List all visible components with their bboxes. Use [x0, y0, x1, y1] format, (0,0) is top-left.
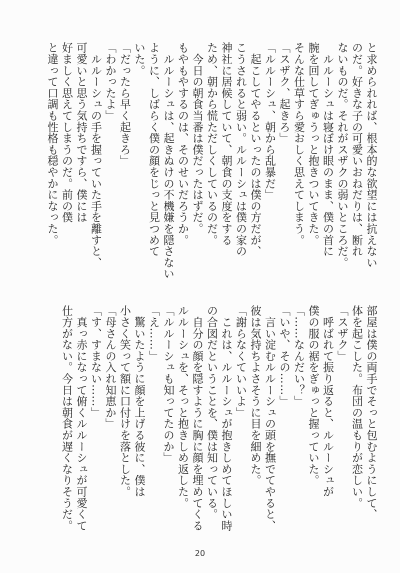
- lower-text-column: ルルーシュを、そっと抱きしめ返した。: [176, 305, 190, 509]
- lower-text-block: [40, 305, 378, 545]
- upper-text-column: と違って口調も性格も穏やかになった。: [46, 42, 59, 246]
- lower-text-column: 「いや、その……」: [278, 305, 291, 407]
- upper-text-column: ないものだ。それがスザクの弱いところだ。: [336, 42, 349, 268]
- lower-text-column: 「え……」: [147, 305, 161, 362]
- lower-text-column: 「……なんだい？」: [292, 305, 306, 407]
- upper-text-column: ように、しばらく僕の顔をじっと見つめて: [147, 42, 161, 257]
- upper-text-column: 神社に居候していて、朝食の支度をする: [220, 42, 233, 246]
- lower-text-column: 言い淀むルルーシュの頭を撫でてやると、: [263, 305, 277, 531]
- lower-text-column: 小さく笑って額に口付けを落とした。: [118, 305, 132, 498]
- lower-text-column: 自分の顔を隠すように胸に顔を埋めてくる: [191, 305, 204, 531]
- lower-text-column: 「ルルーシュも知ってたのか」: [162, 305, 175, 464]
- lower-text-column: 彼は気持ちよさそうに目を細めた。: [249, 305, 262, 486]
- lower-text-column: 呼ばれて振り返ると、ルルーシュが: [321, 305, 335, 498]
- lower-text-column: 「す、すまない……」: [89, 305, 103, 418]
- upper-text-column: 「スザク、起きろ」: [278, 42, 291, 144]
- upper-text-column: 可愛いと思う気持ちですら、僕には: [75, 42, 88, 223]
- page-number: 20: [194, 549, 206, 558]
- upper-text-column: ルルーシュは寝ぼけ眼のまま、僕の首に: [321, 42, 335, 257]
- upper-text-column: こうされると弱い。ルルーシュは僕の家の: [234, 42, 248, 257]
- upper-text-column: 「わかったよ」: [104, 42, 117, 122]
- upper-text-column: 起こしてやるといったのは僕の方だが、: [249, 42, 262, 257]
- lower-text-column: 僕の服の裾をぎゅっと握っていた。: [307, 305, 320, 486]
- upper-text-column: そんな仕草すら愛おしく思えてしまう。: [292, 42, 306, 246]
- lower-text-column: 「スザク」: [336, 305, 349, 362]
- lower-text-column: 真っ赤になって俯くルルーシュが可愛くて: [75, 305, 88, 531]
- upper-text-column: と求められれば、根本的な欲望には抗えない: [365, 42, 378, 268]
- lower-text-column: 体を起こした。布団の温もりが恋しい。: [350, 305, 364, 509]
- lower-text-column: 「母さんの入れ知恵か」: [104, 305, 117, 430]
- upper-text-block: [40, 42, 378, 298]
- upper-text-column: 「だったら早く起きろ」: [118, 42, 132, 167]
- upper-text-column: 好ましく思えてしまうのだ。前の僕: [60, 42, 74, 223]
- lower-text-column: 仕方がない。今日は朝食が遅くなりそうだ。: [60, 305, 74, 531]
- upper-text-column: ルルーシュは、起きぬけの不機嫌を隠さない: [162, 42, 175, 280]
- upper-text-column: もやもやするのは、そのせいだろうか。: [176, 42, 190, 246]
- upper-text-column: ため、朝から慌ただしくしているのだ。: [205, 42, 219, 246]
- lower-text-column: 「謝らなくていいよ」: [234, 305, 248, 418]
- upper-text-column: のだ。好きな子の可愛いおねだりは、断れ: [350, 42, 364, 257]
- upper-text-column: 「ルルーシュ、朝から乱暴だ」: [263, 42, 277, 201]
- lower-text-column: 部屋は僕の両手でそっと包むようにして、: [365, 305, 378, 520]
- upper-text-column: いた。: [133, 42, 146, 76]
- lower-text-column: 驚いたように顔を上げる彼に、僕は: [133, 305, 146, 498]
- upper-text-column: 今日の朝食当番は僕だったはずだ。: [191, 42, 204, 235]
- lower-text-column: これは、ルルーシュが抱きしめてほしい時: [220, 305, 233, 531]
- lower-text-column: の合図だということを、僕は知っている。: [205, 305, 219, 520]
- upper-text-column: ルルーシュの手を握っていた手を離すと、: [89, 42, 103, 268]
- upper-text-column: 腕を回してぎゅうっと抱きついてきた。: [307, 42, 320, 246]
